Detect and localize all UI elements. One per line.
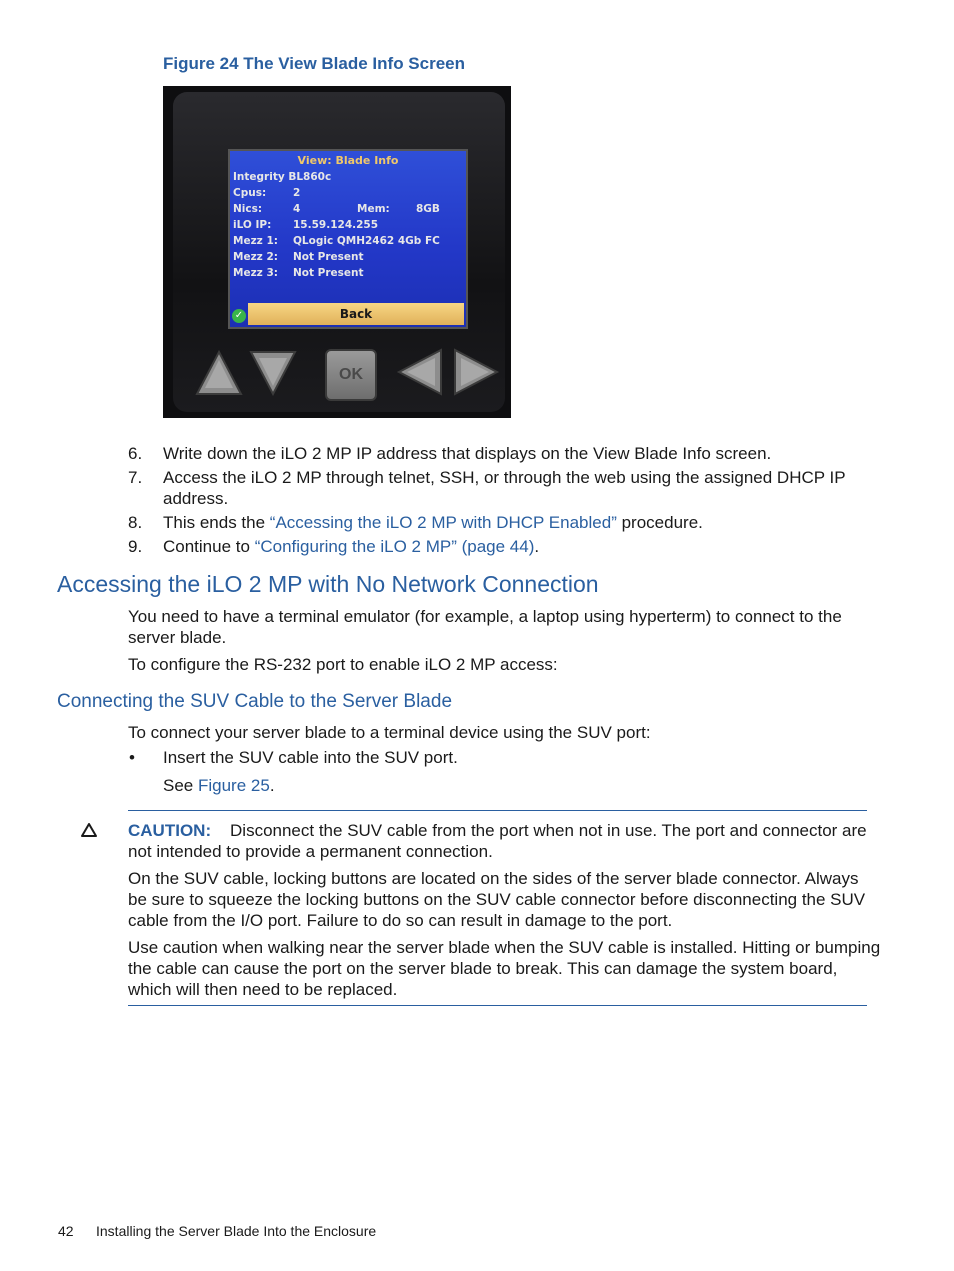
lcd-row: Cpus: 2 [233,187,301,199]
figure-photo [163,86,511,418]
caution-paragraph: Use caution when walking near the server blade when the SUV cable is installed. Hitting or bumping [128,938,881,957]
lcd-row: Mezz 3: Not Present [233,267,364,279]
step-text: Write down the iLO 2 MP IP address that displays on the View Blade Info screen. [163,444,772,463]
section-heading: Accessing the iLO 2 MP with No Network Connection [57,571,599,597]
caution-label: CAUTION: [128,821,212,840]
caution-paragraph: cable from the I/O port. Failure to do so can result in damage to the port. [128,911,673,930]
caution-paragraph: not intended to provide a permanent connection. [128,842,493,861]
step-number: 6. [128,444,143,463]
lcd-row: Mezz 1: QLogic QMH2462 4Gb FC [233,235,440,247]
lcd-row: iLO IP: 15.59.124.255 [233,219,379,231]
caution-paragraph: be sure to squeeze the locking buttons on the SUV cable connector before disconnecting the SUV [128,890,866,909]
paragraph: To configure the RS-232 port to enable iLO 2 MP access: [128,655,558,674]
footer-chapter: Installing the Server Blade Into the Enclosure [96,1223,377,1239]
caution-paragraph: On the SUV cable, locking buttons are located on the sides of the server blade connector. Always [128,869,859,888]
page-number: 42 [58,1223,74,1239]
step-number: 8. [128,513,143,532]
down-arrow-icon [249,348,297,398]
check-icon: ✓ [232,309,246,323]
panel-bezel [173,92,505,412]
lcd-back-button: Back [248,303,464,325]
figure-25-link[interactable]: Figure 25 [197,776,270,795]
step-text: Access the iLO 2 MP through telnet, SSH, or through the web using the assigned DHCP IP [163,468,846,487]
lcd-row: Mezz 2: Not Present [233,251,364,263]
step-text: Continue to “Configuring the iLO 2 MP” (page 44). [163,537,540,556]
dhcp-procedure-link[interactable]: “Accessing the iLO 2 MP with DHCP Enabled” [269,513,617,532]
figure-caption: Figure 24 The View Blade Info Screen [163,54,465,73]
up-arrow-icon [195,348,243,398]
step-text: address. [163,489,229,508]
paragraph: server blade. [128,628,227,647]
lcd-screen [228,149,468,329]
subsection-heading: Connecting the SUV Cable to the Server Blade [57,691,453,712]
lcd-title: View: Blade Info [297,154,399,167]
caution-top-rule [128,810,867,811]
paragraph: To connect your server blade to a terminal device using the SUV port: [128,723,651,742]
right-arrow-icon [451,346,501,398]
see-figure-text: See Figure 25. [163,776,275,795]
caution-paragraph: the cable can cause the port on the server blade to break. This can damage the system board, [128,959,838,978]
caution-icon [80,822,98,838]
lcd-model: Integrity BL860c [233,171,332,183]
caution-bottom-rule [128,1005,867,1006]
step-text: This ends the “Accessing the iLO 2 MP with DHCP Enabled” procedure. [163,513,703,532]
configuring-ilo-link[interactable]: “Configuring the iLO 2 MP” (page 44) [254,537,535,556]
left-arrow-icon [395,346,445,398]
paragraph: You need to have a terminal emulator (for example, a laptop using hyperterm) to connect to the [128,607,842,626]
step-number: 9. [128,537,143,556]
bullet-text: Insert the SUV cable into the SUV port. [163,748,458,767]
step-number: 7. [128,468,143,487]
caution-paragraph: which will then need to be replaced. [128,980,398,999]
bullet-icon: • [129,748,135,767]
caution-paragraph: CAUTION: Disconnect the SUV cable from the port when not in use. The port and connector are [128,821,867,840]
ok-button: OK [325,349,377,401]
lcd-row: Nics: 4 Mem: 8GB [233,203,440,215]
